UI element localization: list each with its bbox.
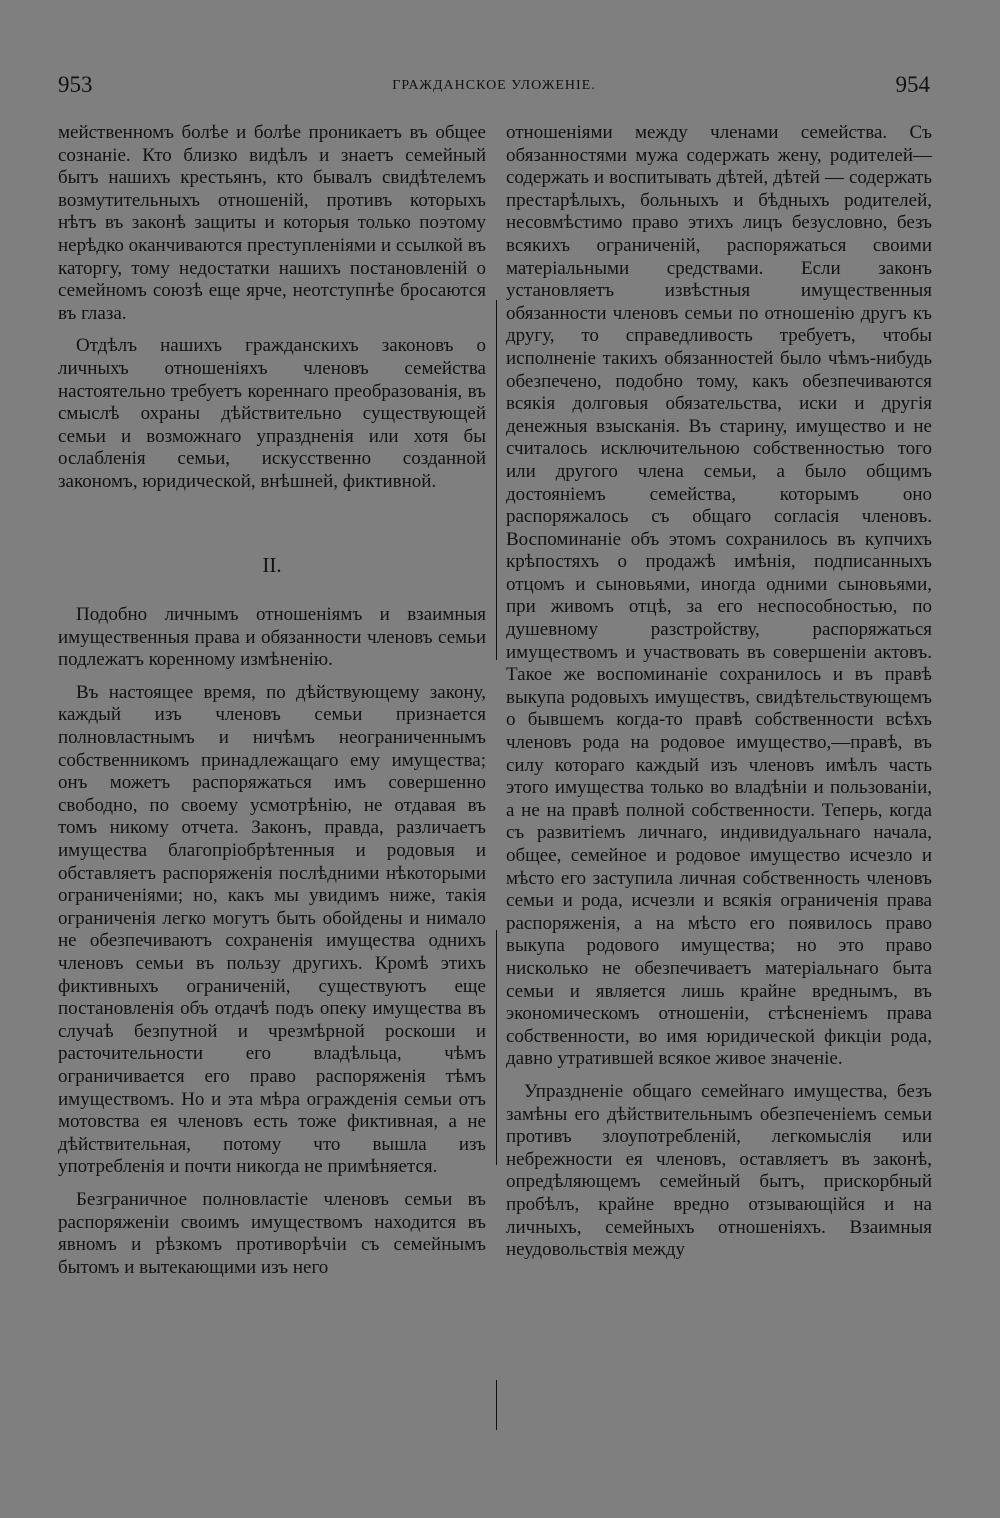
page-number-left: 953 <box>58 72 93 97</box>
page-header <box>58 72 930 102</box>
paragraph: отношенiями между членами семейства. Съ обязанностями мужа содержать жену, родителей—содержать и воспитывать дѣтей, дѣтей — содержать престарѣлыхъ, больныхъ и бѣдныхъ родителей, несовмѣстимо право этихъ лицъ безусловно, безъ всякихъ ограниченiй, распоряжаться своими матерiальными средствами. Если законъ установляетъ извѣстныя имущественныя обязанности членовъ семьи по отношенiю другъ къ другу, то справедливость требуетъ, чтобы исполненiе такихъ обязанностей было чѣмъ-нибудь обезпечено, подобно тому, какъ обезпечиваются всякiя долговыя обязательства, иски и другiя денежныя взысканiя. Въ старину, имущество и не считалось исключительною собственностью того или другого члена семьи, а было общимъ достоянiемъ семейства, которымъ оно распоряжалось съ общаго согласiя членовъ. Воспоминанiе объ этомъ сохранилось въ купчихъ крѣпостяхъ о продажѣ имѣнiя, подписанныхъ отцомъ и сыновьями, иногда одними сыновьями, при живомъ отцѣ, за его неспособностью, по душевному разстройству, распоряжаться имуществомъ и участвовать въ совершенiи актовъ. Такое же воспоминанiе сохранилось и въ правѣ выкупа родовыхъ имуществъ, свидѣтельствующемъ о бывшемъ когда-то правѣ собственности всѣхъ членовъ рода на родовое имущество,—правѣ, въ силу котораго каждый изъ членовъ имѣлъ часть этого имущества только во владѣнiи и пользованiи, а не на правѣ полной собственности. Теперь, когда съ развитiемъ личнаго, индивидуальнаго начала, общее, семейное и родовое имущество исчезло и мѣсто его заступила личная собственность членовъ семьи и рода, исчезли и всякiя ограниченiя права распоряженiя, а на мѣсто его появилось право выкупа родового имущества; но это право нисколько не обезпечиваетъ матерiальнаго быта семьи и является лишь крайне вреднымъ, въ экономическомъ отношенiи, стѣсненiемъ права собственности, во имя юридической фикцiи рода, давно утратившей всякое живое значенiе. <box>506 122 932 1070</box>
paragraph: Безграничное полновластiе членовъ семьи въ распоряженiи своимъ имуществомъ находится въ явномъ и рѣзкомъ противорѣчiи съ семейнымъ бытомъ и вытекающими изъ него <box>58 1188 486 1278</box>
paragraph: Отдѣлъ нашихъ гражданскихъ законовъ о личныхъ отношенiяхъ членовъ семейства настоятельно требуетъ кореннаго преобразованiя, въ смыслѣ охраны дѣйствительно существующей семьи и возможнаго упраздненiя или хотя бы ослабленiя семьи, искусственно созданной закономъ, юридической, внѣшней, фиктивной. <box>58 335 486 492</box>
paragraph: Подобно личнымъ отношенiямъ и взаимныя имущественныя права и обязанности членовъ семьи подлежатъ коренному измѣненiю. <box>58 604 486 671</box>
page-number-right: 954 <box>895 72 930 97</box>
paragraph: Въ настоящее время, по дѣйствующему закону, каждый изъ членовъ семьи признается полновластнымъ и ничѣмъ неограниченнымъ собственникомъ принадлежащаго ему имущества; онъ можетъ распоряжаться имъ совершенно свободно, по своему усмотрѣнiю, не отдавая въ томъ никому отчета. Законъ, правда, различаетъ имущества благопрiобрѣтенныя и родовыя и обставляетъ распоряженiя послѣдними нѣкоторыми ограниченiями; но, какъ мы увидимъ ниже, такiя ограниченiя легко могутъ быть обойдены и нимало не обезпечиваютъ сохраненiя имущества однихъ членовъ семьи въ пользу другихъ. Кромѣ этихъ фиктивныхъ ограниченiй, существуютъ еще постановленiя объ отдачѣ подъ опеку имущества въ случаѣ безпутной и чрезмѣрной роскоши и расточительности его владѣльца, чѣмъ ограничивается его право распоряженiя тѣмъ имуществомъ. Но и эта мѣра огражденiя семьи отъ мотовства ея членовъ есть тоже фиктивная, а не дѣйствительная, потому что вышла изъ употребленiя и почти никогда не примѣняется. <box>58 681 486 1178</box>
paragraph: мейственномъ болѣе и болѣе проникаетъ въ общее сознанiе. Кто близко видѣлъ и знаетъ семейный бытъ нашихъ крестьянъ, кто бывалъ свидѣтелемъ возмутительныхъ отношенiй, противъ которыхъ нѣтъ въ законѣ защиты и которыя только поэтому нерѣдко оканчиваются преступленiями и ссылкой въ каторгу, тому недостатки нашихъ постановленiй о семейномъ союзѣ еще ярче, неотступнѣе бросаются въ глаза. <box>58 122 486 324</box>
column-divider <box>496 300 497 660</box>
running-title: ГРАЖДАНСКОЕ УЛОЖЕНIЕ. <box>392 78 596 93</box>
paragraph: Упраздненiе общаго семейнаго имущества, безъ замѣны его дѣйствительнымъ обезпеченiемъ семьи противъ злоупотребленiй, легкомыслiя или небрежности ея членовъ, оставляетъ въ законѣ, опредѣляющемъ семейный бытъ, прискорбный пробѣлъ, крайне вредно отзывающiйся и на личныхъ, семейныхъ отношенiяхъ. Взаимныя неудовольствiя между <box>506 1080 932 1261</box>
right-column <box>506 122 932 1262</box>
column-divider <box>496 930 497 1165</box>
left-column <box>58 122 486 1279</box>
column-divider <box>496 1380 497 1430</box>
section-heading: II. <box>262 552 282 577</box>
